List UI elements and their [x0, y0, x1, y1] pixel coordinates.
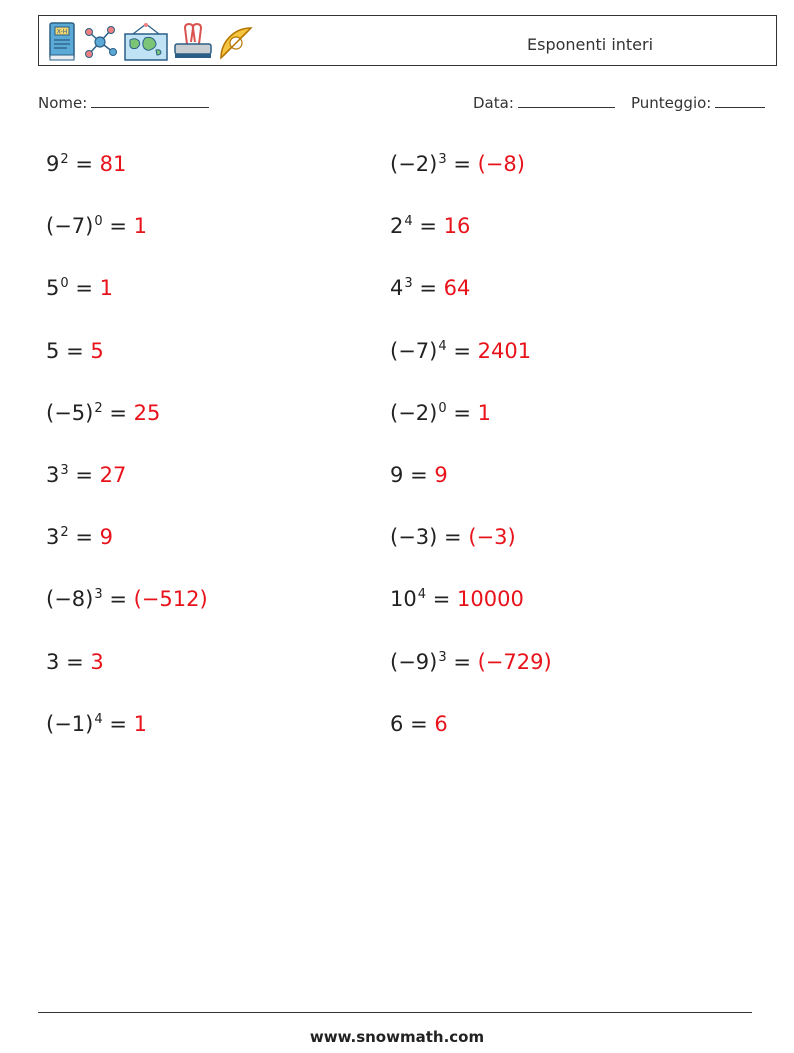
equals-sign: = [66, 339, 84, 363]
equals-sign: = [75, 525, 93, 549]
problem-answer: (−8) [477, 152, 525, 176]
problem-base: (−8) [46, 587, 94, 611]
problem-base: (−7) [390, 339, 438, 363]
problem-item [390, 587, 524, 611]
date-field[interactable] [473, 93, 615, 112]
problem-item [46, 214, 147, 238]
name-field[interactable] [38, 93, 209, 112]
equals-sign: = [453, 650, 471, 674]
problem-exponent: 4 [404, 214, 413, 229]
score-blank[interactable] [715, 93, 765, 108]
problem-item [390, 712, 448, 736]
problem-answer: 6 [434, 712, 448, 736]
problem-base: 2 [390, 214, 404, 238]
problem-exponent: 4 [438, 339, 447, 354]
problem-base: 10 [390, 587, 417, 611]
problem-item [46, 712, 147, 736]
problem-item [46, 525, 113, 549]
problem-item [390, 152, 525, 176]
problem-answer: (−729) [477, 650, 552, 674]
problem-exponent: 4 [417, 587, 427, 602]
equals-sign: = [410, 712, 428, 736]
problem-base: (−1) [46, 712, 94, 736]
problem-answer: 81 [99, 152, 127, 176]
problem-item [46, 401, 160, 425]
binder-clip-icon [173, 22, 213, 62]
problem-answer: 9 [99, 525, 114, 549]
problem-base: (−2) [390, 152, 438, 176]
problem-answer: 25 [133, 401, 161, 425]
problem-answer: (−512) [133, 587, 208, 611]
equals-sign: = [444, 525, 462, 549]
map-icon [123, 22, 169, 62]
problem-item [46, 650, 104, 674]
problem-exponent: 0 [60, 276, 69, 291]
equals-sign: = [109, 401, 127, 425]
date-label: Data: [473, 94, 514, 112]
equals-sign: = [432, 587, 451, 611]
problem-base: (−5) [46, 401, 94, 425]
problem-item [46, 339, 104, 363]
problem-item [390, 276, 470, 300]
name-label: Nome: [38, 94, 88, 112]
equals-sign: = [410, 463, 428, 487]
problem-exponent: 2 [60, 525, 69, 540]
header-box [38, 15, 777, 66]
footer-url: www.snowmath.com [309, 1028, 485, 1046]
equals-sign: = [109, 587, 127, 611]
problem-answer: 2401 [477, 339, 532, 363]
problem-item [390, 463, 448, 487]
equals-sign: = [453, 401, 471, 425]
problem-exponent: 3 [438, 152, 447, 167]
problem-answer: 27 [99, 463, 127, 487]
problem-exponent: 3 [94, 587, 103, 602]
problem-answer: 9 [434, 463, 448, 487]
problem-item [46, 276, 113, 300]
problem-answer: 1 [133, 214, 147, 238]
book-label: X-H [56, 28, 68, 36]
page-title: Esponenti interi [527, 35, 654, 54]
equals-sign: = [419, 276, 437, 300]
problem-exponent: 4 [94, 712, 103, 727]
problem-exponent: 3 [404, 276, 413, 291]
problem-answer: 1 [477, 401, 491, 425]
problem-item [46, 587, 208, 611]
problem-base: (−7) [46, 214, 94, 238]
problem-answer: 1 [133, 712, 147, 736]
icon-strip [47, 20, 255, 64]
problem-item [390, 650, 552, 674]
score-field[interactable] [631, 93, 765, 112]
problem-exponent: 2 [60, 152, 69, 167]
book-icon [47, 22, 77, 62]
problem-item [390, 214, 470, 238]
problem-base: (−3) [390, 525, 438, 549]
problem-answer: 16 [443, 214, 471, 238]
problem-answer: 5 [90, 339, 104, 363]
problem-exponent: 0 [438, 401, 447, 416]
problem-base: (−9) [390, 650, 438, 674]
problem-base: 3 [46, 525, 60, 549]
problem-base: 5 [46, 276, 60, 300]
problem-item [46, 463, 126, 487]
problem-answer: 3 [90, 650, 104, 674]
equals-sign: = [66, 650, 84, 674]
problem-answer: 1 [99, 276, 114, 300]
protractor-icon [217, 22, 255, 62]
equals-sign: = [75, 152, 93, 176]
problem-answer: 10000 [457, 587, 524, 611]
equals-sign: = [109, 214, 127, 238]
problem-base: 3 [46, 650, 60, 674]
problem-item [390, 401, 491, 425]
date-blank[interactable] [518, 93, 615, 108]
problem-base: 4 [390, 276, 404, 300]
equals-sign: = [75, 276, 93, 300]
problem-exponent: 0 [94, 214, 103, 229]
problem-item [46, 152, 126, 176]
problem-item [390, 525, 516, 549]
problem-answer: (−3) [468, 525, 516, 549]
problem-base: 9 [390, 463, 404, 487]
problem-exponent: 3 [60, 463, 69, 478]
equals-sign: = [109, 712, 127, 736]
footer-divider [38, 1012, 752, 1013]
problem-answer: 64 [443, 276, 471, 300]
equals-sign: = [419, 214, 437, 238]
equals-sign: = [453, 339, 471, 363]
name-blank[interactable] [91, 93, 209, 108]
problem-base: 3 [46, 463, 60, 487]
equals-sign: = [453, 152, 471, 176]
problem-base: (−2) [390, 401, 438, 425]
problem-base: 9 [46, 152, 60, 176]
problem-exponent: 3 [438, 650, 447, 665]
problem-item [390, 339, 531, 363]
equals-sign: = [75, 463, 93, 487]
problem-exponent: 2 [94, 401, 103, 416]
score-label: Punteggio: [631, 94, 712, 112]
problem-base: 6 [390, 712, 404, 736]
problem-base: 5 [46, 339, 60, 363]
molecule-icon [81, 22, 119, 62]
